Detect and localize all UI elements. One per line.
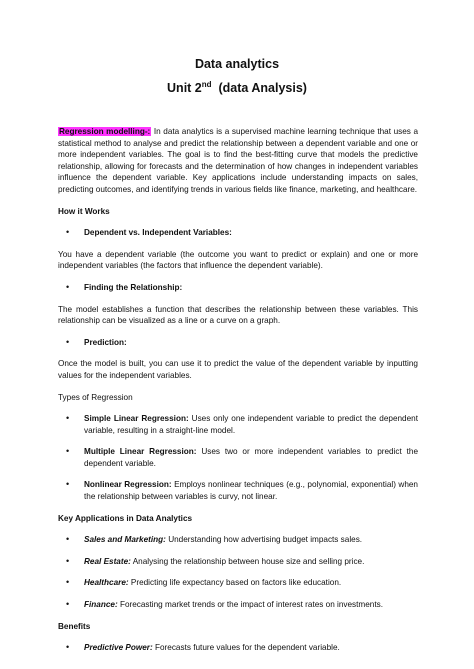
highlighted-term: Regression modelling-: <box>59 127 151 136</box>
section-heading-types: Types of Regression <box>58 392 133 402</box>
document-title: Data analytics <box>194 57 280 71</box>
bullet-text: Forecasts future values for the dependent variable. <box>155 643 340 653</box>
bullet-label: Simple Linear Regression: <box>84 414 189 424</box>
document-subtitle <box>0 80 474 96</box>
bullet-label: Dependent vs. Independent Variables: <box>84 228 232 238</box>
intro-paragraph <box>58 126 418 196</box>
bullet-icon: • <box>66 642 70 653</box>
list-item <box>58 282 418 294</box>
paragraph: The model establishes a function that describes the relationship between these variables. This relationship can be visualized as a line or a curve on a graph. <box>58 304 418 326</box>
list-item <box>58 534 418 546</box>
list-item <box>58 577 418 589</box>
list-item <box>58 556 418 568</box>
bullet-icon: • <box>66 534 70 545</box>
bullet-label: Prediction: <box>84 337 127 347</box>
bullet-label: Sales and Marketing: <box>84 535 166 545</box>
bullet-text: Forecasting market trends or the impact of interest rates on investments. <box>119 600 383 610</box>
bullet-text: Uses only one independent variable to predict the dependent variable, resulting in a straight-line model. <box>84 414 418 435</box>
bullet-icon: • <box>66 446 70 457</box>
bullet-icon: • <box>66 555 70 566</box>
bullet-text: Predicting life expectancy based on factors like education. <box>130 578 342 588</box>
list-item <box>58 479 418 502</box>
list-item <box>58 446 418 469</box>
bullet-icon: • <box>66 281 70 292</box>
bullet-icon: • <box>66 413 70 424</box>
section-heading-how-it-works: How it Works <box>58 206 110 216</box>
paragraph: Once the model is built, you can use it to predict the value of the dependent variable by inputting values for the independent variables. <box>58 359 418 380</box>
bullet-text: Employs nonlinear techniques (e.g., polynomial, exponential) when the relationship between variables is curvy, not linear. <box>84 480 418 502</box>
paragraph: You have a dependent variable (the outcome you want to predict or explain) and one or more independent variables (the factors that influence the dependent variable). <box>58 249 418 271</box>
subtitle-prefix: Unit 2 <box>167 81 202 95</box>
document-body <box>58 126 418 654</box>
intro-text: In data analytics is a supervised machine learning technique that uses a statistical method to analyse and predict the relationship between a dependent variable and one or more independent variables. The goal is to find the best-fitting curve that models the predictive relationship, allowing for forecasts and the determination of how changes in independent variables influence the dependent variable. Key applications include understanding impacts on sales, predicting outcomes, and identifying trends in various fields like finance, marketing, and healthcare. <box>58 127 418 194</box>
list-item <box>58 413 418 436</box>
bullet-label: Nonlinear Regression: <box>84 480 172 490</box>
list-item <box>58 337 418 349</box>
bullet-label: Multiple Linear Regression: <box>84 447 197 457</box>
bullet-label: Real Estate: <box>84 556 131 566</box>
bullet-label: Finance: <box>84 600 118 610</box>
bullet-icon: • <box>66 227 70 238</box>
bullet-label: Predictive Power: <box>84 643 153 653</box>
bullet-icon: • <box>66 336 70 347</box>
section-heading-benefits: Benefits <box>58 621 91 631</box>
bullet-icon: • <box>66 479 70 490</box>
bullet-icon: • <box>66 577 70 588</box>
bullet-text: Understanding how advertising budget impacts sales. <box>168 535 363 545</box>
subtitle-superscript: nd <box>201 80 212 89</box>
bullet-label: Healthcare: <box>84 578 129 588</box>
subtitle-suffix: (data Analysis) <box>218 81 307 95</box>
bullet-label: Finding the Relationship: <box>84 282 183 292</box>
bullet-icon: • <box>66 599 70 610</box>
list-item <box>58 642 418 654</box>
section-heading-applications: Key Applications in Data Analytics <box>58 513 193 523</box>
list-item <box>58 227 418 239</box>
bullet-text: Uses two or more independent variables to predict the dependent variable. <box>84 447 418 468</box>
bullet-text: Analysing the relationship between house size and selling price. <box>132 556 365 566</box>
list-item <box>58 599 418 611</box>
